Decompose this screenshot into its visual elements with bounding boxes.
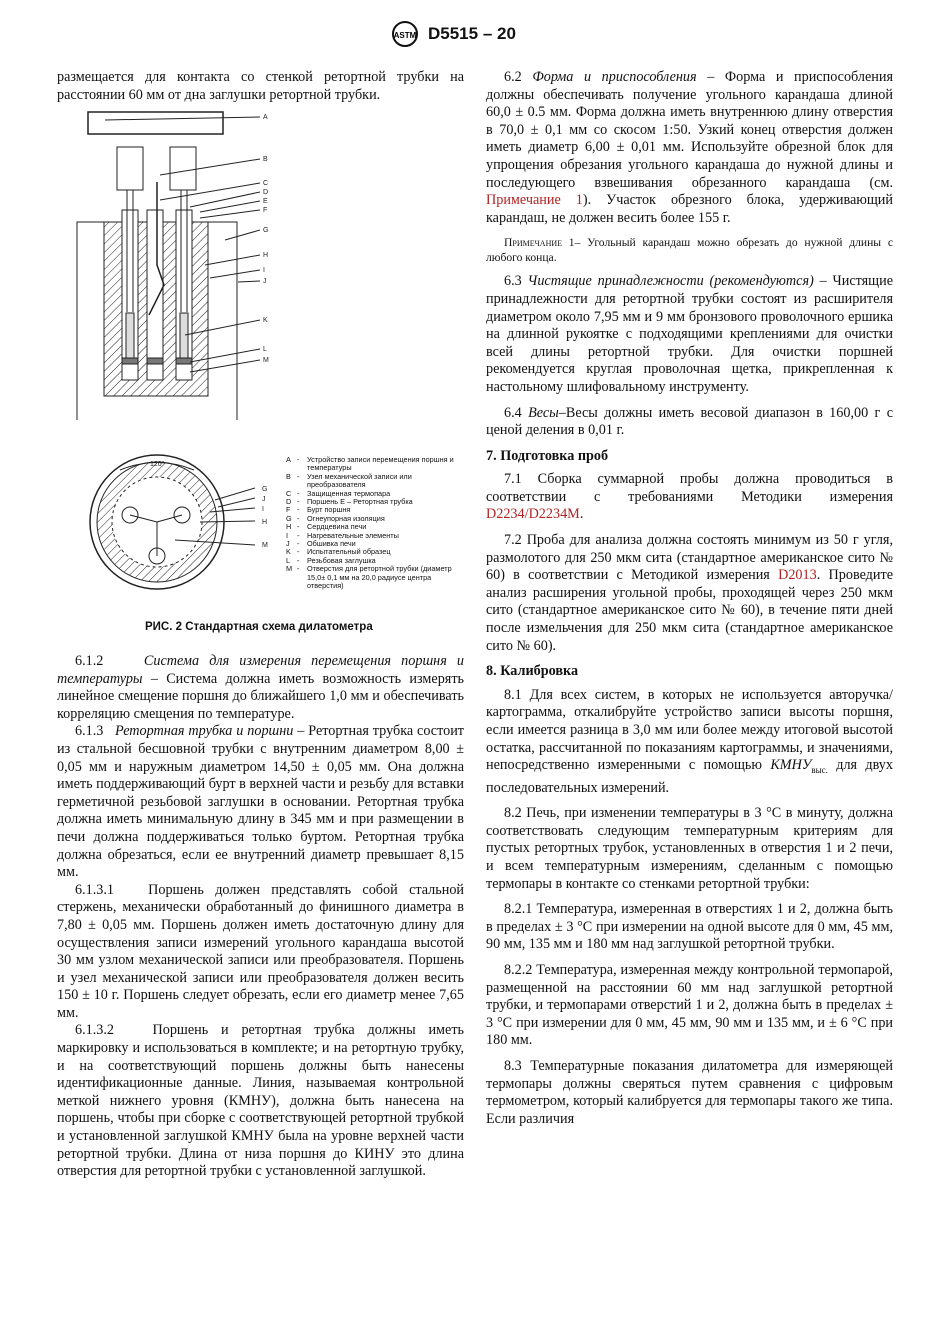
section-7-1: 7.1 Сборка суммарной пробы должна проводиться в соответствии с требованиями Методики измерения D2234/D2234M. bbox=[486, 471, 894, 523]
legend-key: L bbox=[286, 555, 291, 565]
legend-item: J - Обшивка печи bbox=[286, 540, 467, 548]
label-h: H bbox=[263, 252, 269, 259]
figure-caption: РИС. 2 Стандартная схема дилатометра bbox=[145, 621, 373, 633]
legend-key: M bbox=[286, 564, 293, 574]
section-8-3: 8.3 Температурные показания дилатометра для измеряющей термопары должны сверяться путем сравнения с цифровым термометром, который калибруется для термопары такого же типа. Если различия bbox=[486, 1057, 893, 1127]
label-m: M bbox=[263, 357, 269, 364]
section-8-1: 8.1 Для всех систем, в которых не используется авторучка/картограмма, откалибруйте устройство записи высоты поршня, если имеется разница в 3,0 мм или более между итоговой высотой остатка, рассчитанной по показаниям картограммы, и значениями, непосредственно измеренными с помощью $КМНУ_{выс.}$ для двух последовательных измерений. bbox=[486, 686, 893, 796]
note-1-link[interactable]: Примечание 1 bbox=[486, 192, 583, 209]
legend-text: Защищенная термопара bbox=[307, 488, 391, 498]
label-g: G bbox=[263, 227, 269, 234]
label-b: B bbox=[263, 156, 268, 163]
section-7-2: 7.2 Проба для анализа должна состоять минимум из 50 г угля, размолотого для 250 мкм сита (стандартное американское сито № 60) в соответствии с Методикой измерения D2013. Проведите анализ расширения угольной пробы, проходящей через 250 мкм сито (стандартное американское сито № 60), в течение пяти дней после измельчения для 250 мкм сита (стандартное американское сито № 60). bbox=[486, 532, 894, 654]
svg-text:G: G bbox=[262, 486, 268, 493]
legend-item: A - Устройство записи перемещения поршня и температуры bbox=[286, 456, 467, 473]
legend-text: Устройство записи перемещения поршня и температуры bbox=[307, 455, 454, 473]
legend-text: Нагревательные элементы bbox=[307, 530, 399, 540]
legend-item: B - Узел механической записи или преобразователя bbox=[286, 473, 467, 490]
legend-key: D bbox=[286, 497, 292, 507]
heading-8: 8. Калибровка bbox=[486, 663, 579, 680]
section-8-2-2: 8.2.2 Температура, измеренная между контрольной термопарой, размещенной на расстоянии 60 мм над заглушкой ретортной трубки, и термопарами отверстий 1 и 2, должна быть в пределах ± 3 °C при измерении для 0 мм, 45 мм, 90 мм и 135 мм, и ± 6 °C при 180 мм. bbox=[486, 961, 893, 1049]
legend-key: G bbox=[286, 513, 292, 523]
svg-text:I: I bbox=[262, 506, 264, 513]
label-e: E bbox=[263, 198, 268, 205]
section-6-1-2: 6.1.2 Система для измерения перемещения поршня и температуры – Система должна иметь возможность измерять линейное смещение поршня до ближайшего 1,0 мм и обеспечивать корреляцию смещения по температуре. bbox=[57, 653, 465, 722]
label-a: A bbox=[263, 114, 268, 121]
section-6-2: 6.2 Форма и приспособления – Форма и приспособления должны обеспечивать получение угольного карандаша длиной 60,0 ± 0.5 мм. Форма должна иметь внутреннюю длину отверстия в 70,0 ± 0,1 мм со скосом 1:50. Узкий конец отверстия должен иметь диаметр 6,00 ± 0,01 мм. Используйте обрезной блок для упрощения обрезания угольного карандаша до нужной длины и последующего взвешивания обрезанного карандаша (см. Примечание 1). Участок обрезного блока, удерживающий карандаш, не должен весить более 155 г. bbox=[486, 69, 893, 226]
legend-item: F - Бурт поршня bbox=[286, 506, 467, 514]
legend-text: Резьбовая заглушка bbox=[307, 555, 376, 565]
legend-key: A bbox=[286, 455, 291, 464]
legend-key: I bbox=[286, 530, 289, 540]
legend-key: K bbox=[286, 547, 291, 557]
legend-text: Поршень E – Ретортная трубка bbox=[307, 497, 413, 507]
section-6-3: 6.3 Чистящие принадлежности (рекомендуются) – Чистящие принадлежности для ретортной трубки состоят из расширителя диаметром около 7,95 мм и 9 мм бронзового проволочного ершика на длинной рукоятке с подходящими креплениями для очистки всей длины ретортной трубки. Для очистки поршней рекомендуется круглая проволочная щетка, прикрепленная к настольному шлифовальному инструменту. bbox=[486, 273, 893, 395]
section-6-1-3-1: 6.1.3.1 Поршень должен представлять собой стальной стержень, механически обработанный до финишного диаметра в 7,80 ± 0,05 мм. Поршень должен иметь достаточную длину для осуществления записи измерений угольного карандаша высотой 30 мм узлом механической записи или преобразователя. Поршень и узел механической записи или преобразователя должен весить 150 ± 10 г. Поршень следует обрезать, если его диаметр менее 7,65 мм. bbox=[57, 881, 465, 1021]
svg-text:M: M bbox=[262, 542, 268, 549]
label-c: C bbox=[263, 180, 269, 187]
legend-item: L - Резьбовая заглушка bbox=[286, 557, 467, 565]
legend-text: Узел механической записи или преобразователя bbox=[307, 471, 412, 490]
label-j: J bbox=[263, 278, 267, 285]
section-6-4: 6.4 Весы–Весы должны иметь весовой диапазон в 160,00 г с ценой деления в 0,01 г. bbox=[486, 404, 893, 439]
legend-text: Обшивка печи bbox=[307, 539, 356, 549]
legend-text: Испытательный образец bbox=[307, 547, 391, 557]
legend-key: H bbox=[286, 522, 292, 532]
section-8-2: 8.2 Печь, при изменении температуры в 3 °C в минуту, должна соответствовать следующим температурным критериям для пустых ретортных трубок, установленных в отверстия 1 и 2 печи, и всем температурным измерениям, сделанным с помощью термопары в контакте со стенками ретортной трубки: bbox=[486, 805, 893, 892]
label-f: F bbox=[263, 207, 268, 214]
legend-item: C - Защищенная термопара bbox=[286, 490, 467, 498]
d2013-link[interactable]: D2013 bbox=[778, 567, 817, 584]
heading-7: 7. Подготовка проб bbox=[486, 447, 609, 464]
legend-key: C bbox=[286, 488, 292, 498]
legend-item: H - Сердцевина печи bbox=[286, 523, 467, 531]
section-6-1-3-2: 6.1.3.2 Поршень и ретортная трубка должны иметь маркировку и использоваться в комплекте; и на ретортную трубку, и на соответствующий поршень должны быть нанесены идентификационные данные. Линия, называемая контрольной меткой нижнего уровня (КМНУ), должна быть нанесена на поршень, чтобы при сборке с соответствующей ретортной трубкой и установленной заглушкой КМНУ была на уровне верхней части ретортной трубки. Длина от низа поршня до КИНУ это длина отверстия для ретортной трубки с установленной заглушкой. bbox=[57, 1022, 465, 1180]
legend-text: Сердцевина печи bbox=[307, 522, 367, 532]
standard-code: D5515 – 20 bbox=[428, 24, 516, 44]
section-8-2-1: 8.2.1 Температура, измеренная в отверстиях 1 и 2, должна быть в пределах ± 3 °C при измерении на одной высоте для 0 мм, 45 мм, 90 мм, 135 мм и 180 мм над заглушкой ретортной трубки. bbox=[486, 901, 894, 953]
paragraph: размещается для контакта со стенкой ретортной трубки на расстоянии 60 мм от дна заглушки ретортной трубки. bbox=[57, 69, 464, 103]
label-k: K bbox=[263, 317, 268, 324]
section-6-1-3: 6.1.3 Ретортная трубка и поршни – Ретортная трубка состоит из стальной бесшовной трубки с внутренним диаметром 8,00 ± 0,05 мм и наружным диаметром 14,50 ± 0,05 мм. Она должна иметь поддерживающий бурт в верхней части и резьбу для вставки герметичной резьбовой заглушки в основании. Ретортная трубка должна иметь минимальную длину в 345 мм и при размещении в печи должна поддерживаться только буртом. Ретортная трубка должна обрезаться, если ее внутренний диаметр превышает 8,15 мм. bbox=[57, 723, 464, 881]
svg-text:ASTM: ASTM bbox=[393, 31, 417, 40]
legend-item: K - Испытательный образец bbox=[286, 548, 467, 556]
svg-text:J: J bbox=[262, 496, 266, 503]
legend-text: Огнеупорная изоляция bbox=[307, 513, 385, 523]
label-l: L bbox=[263, 346, 267, 353]
label-i: I bbox=[263, 267, 265, 274]
figure-legend bbox=[286, 456, 467, 591]
page-header bbox=[388, 20, 516, 48]
legend-text: Отверстия для ретортной трубки (диаметр 15,0± 0,1 мм на 20,0 радиусе центра отверстия) bbox=[307, 564, 452, 591]
note-1: Примечание 1– Угольный карандаш можно обрезать до нужной длины с любого конца. bbox=[486, 236, 894, 265]
legend-item: I - Нагревательные элементы bbox=[286, 532, 467, 540]
legend-item: M - Отверстия для ретортной трубки (диаметр 15,0± 0,1 мм на 20,0 радиусе центра отверстия) bbox=[286, 565, 467, 590]
angle-label: 120° bbox=[150, 461, 165, 468]
right-column bbox=[486, 69, 893, 1128]
d2234-link[interactable]: D2234/D2234M bbox=[486, 506, 580, 523]
svg-text:H: H bbox=[262, 519, 268, 526]
legend-key: F bbox=[286, 505, 291, 515]
label-d: D bbox=[263, 189, 269, 196]
astm-logo-icon bbox=[388, 20, 422, 48]
legend-text: Бурт поршня bbox=[307, 505, 351, 515]
left-column-bottom bbox=[57, 653, 464, 1181]
legend-item: G - Огнеупорная изоляция bbox=[286, 515, 467, 523]
dilatometer-diagram bbox=[0, 0, 300, 620]
legend-item: D - Поршень E – Ретортная трубка bbox=[286, 498, 467, 506]
legend-key: J bbox=[286, 539, 290, 549]
legend-key: B bbox=[286, 471, 291, 481]
